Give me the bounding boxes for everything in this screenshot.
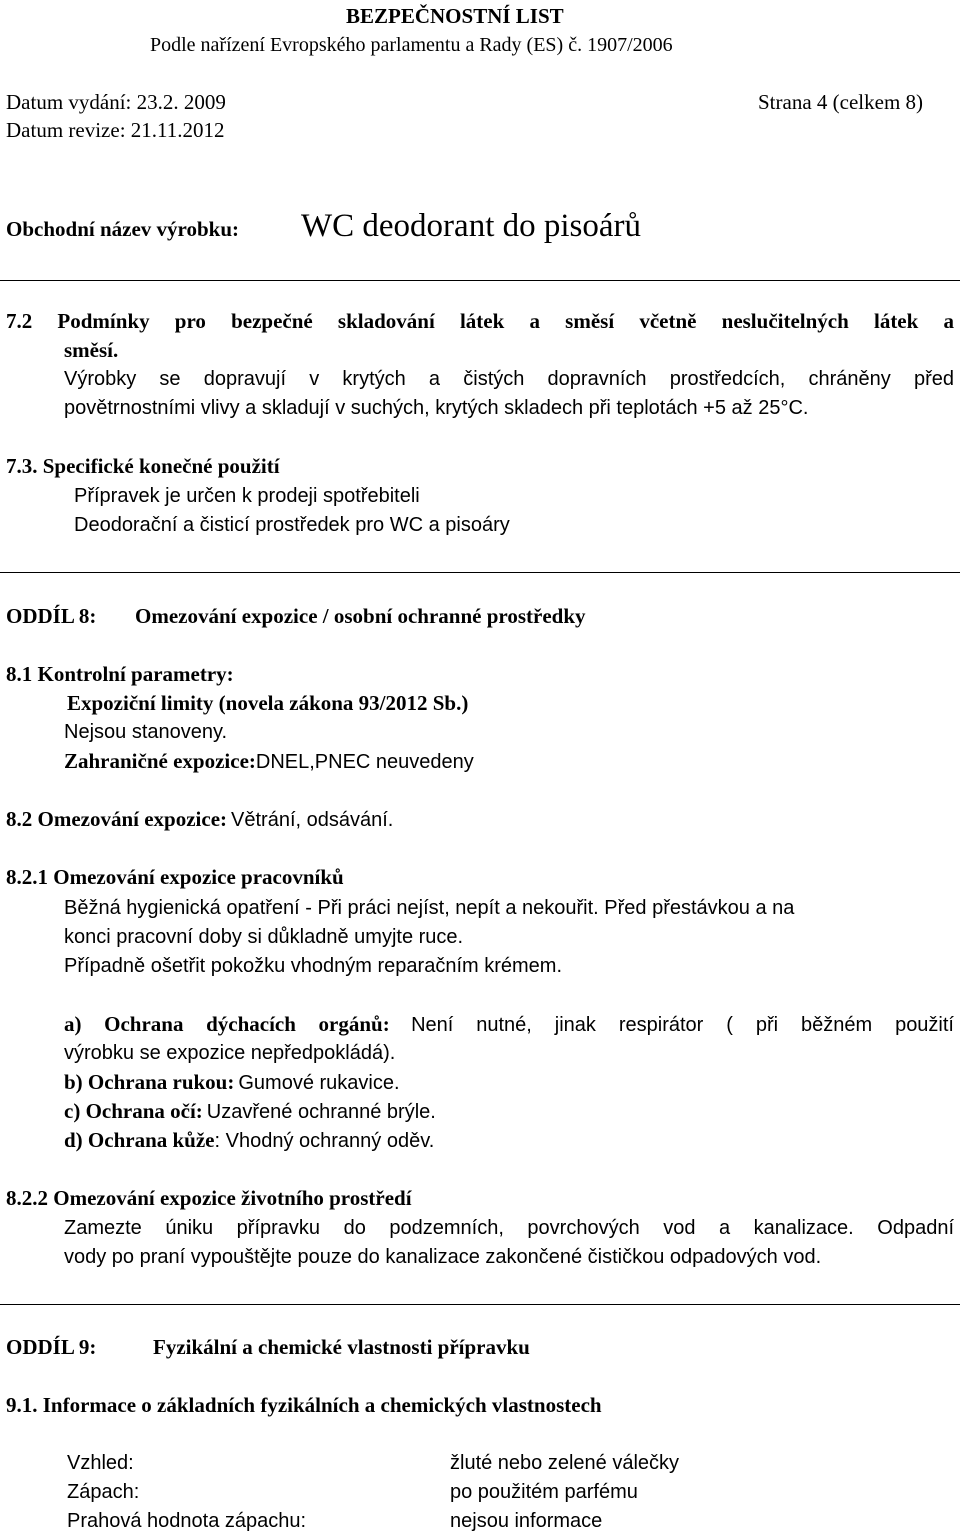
section-8-2-2-heading: 8.2.2 Omezování expozice životního prostředí (6, 1186, 412, 1210)
revision-date: Datum revize: 21.11.2012 (6, 118, 225, 142)
section-7-3-heading: 7.3. Specifické konečné použití (6, 454, 280, 478)
respiratory-protection-label: a) Ochrana dýchacích orgánů: (64, 1012, 390, 1036)
divider (0, 572, 960, 573)
document-title: BEZPEČNOSTNÍ LIST (346, 4, 564, 28)
exposure-limits-label: Expoziční limity (novela zákona 93/2012 Sb.) (67, 691, 469, 715)
trade-name: WC deodorant do pisoárů (301, 208, 642, 244)
section-8-number: ODDÍL 8: (6, 604, 97, 628)
section-9-title: Fyzikální a chemické vlastnosti přípravku (153, 1335, 530, 1359)
eye-protection-label: c) Ochrana očí: (64, 1099, 203, 1123)
foreign-exposure-value: DNEL,PNEC neuvedeny (255, 751, 474, 773)
property-value-odour-threshold: nejsou informace (450, 1510, 603, 1532)
skin-protection-text: : Vhodný ochranný oděv. (214, 1130, 435, 1152)
section-7-3-line: Přípravek je určen k prodeji spotřebiteli (74, 485, 420, 507)
section-7-3-line: Deodorační a čisticí prostředek pro WC a pisoáry (74, 514, 510, 536)
section-9-1-heading: 9.1. Informace o základních fyzikálních a chemických vlastnostech (6, 1393, 602, 1417)
skin-protection (64, 1130, 434, 1151)
hand-protection-text: Gumové rukavice. (238, 1072, 400, 1094)
section-8-2-heading: 8.2 Omezování expozice: (6, 807, 228, 831)
property-value-appearance: žluté nebo zelené válečky (450, 1452, 680, 1474)
foreign-exposure (64, 751, 474, 772)
divider (0, 280, 960, 281)
foreign-exposure-label: Zahraničné expozice: (64, 749, 256, 773)
section-8-2-1-line: Případně ošetřit pokožku vhodným reparačním krémem. (64, 955, 562, 977)
property-value-odour: po použitém parfému (450, 1481, 638, 1503)
page-number: Strana 4 (celkem 8) (758, 90, 924, 114)
respiratory-protection-text-cont: výrobku se expozice nepředpokládá). (64, 1042, 396, 1064)
section-8-2-2-line: Zamezte úniku přípravku do podzemních, povrchových vod a kanalizace. Odpadní (64, 1217, 954, 1239)
skin-protection-label: d) Ochrana kůže (64, 1128, 215, 1152)
eye-protection (64, 1101, 436, 1122)
section-8-2-1-line: Běžná hygienická opatření - Při práci nejíst, nepít a nekouřit. Před přestávkou a na (64, 897, 795, 919)
section-7-2-text-line: povětrnostními vlivy a skladují v suchých, krytých skladech při teplotách +5 až 25°C. (64, 397, 809, 419)
section-8-2 (6, 809, 393, 830)
section-7-2-heading: 7.2 Podmínky pro bezpečné skladování látek a směsí včetně neslučitelných látek a (6, 309, 954, 333)
section-8-title: Omezování expozice / osobní ochranné prostředky (135, 604, 586, 628)
section-9-number: ODDÍL 9: (6, 1335, 97, 1359)
issue-date: Datum vydání: 23.2. 2009 (6, 90, 226, 114)
respiratory-protection (64, 1014, 954, 1035)
section-7-2-text-line: Výrobky se dopravují v krytých a čistých dopravních prostředcích, chráněny před (64, 368, 954, 390)
property-label-odour-threshold: Prahová hodnota zápachu: (67, 1510, 307, 1532)
section-8-2-value: Větrání, odsávání. (231, 809, 394, 831)
regulation-reference: Podle nařízení Evropského parlamentu a Rady (ES) č. 1907/2006 (150, 34, 673, 56)
eye-protection-text: Uzavřené ochranné brýle. (206, 1101, 436, 1123)
hand-protection (64, 1072, 400, 1093)
section-7-2-heading-cont: směsí. (64, 338, 119, 362)
not-determined-text: Nejsou stanoveny. (64, 721, 228, 743)
section-8-1-heading: 8.1 Kontrolní parametry: (6, 662, 234, 686)
property-label-appearance: Vzhled: (67, 1452, 134, 1474)
respiratory-protection-text: Není nutné, jinak respirátor ( při běžném použití (411, 1014, 954, 1036)
trade-name-label: Obchodní název výrobku: (6, 217, 239, 241)
section-8-2-1-line: konci pracovní doby si důkladně umyjte ruce. (64, 926, 464, 948)
section-8-2-1-heading: 8.2.1 Omezování expozice pracovníků (6, 865, 344, 889)
divider (0, 1304, 960, 1305)
section-8-2-2-line: vody po praní vypouštějte pouze do kanalizace zakončené čističkou odpadových vod. (64, 1246, 822, 1268)
property-label-odour: Zápach: (67, 1481, 140, 1503)
hand-protection-label: b) Ochrana rukou: (64, 1070, 235, 1094)
